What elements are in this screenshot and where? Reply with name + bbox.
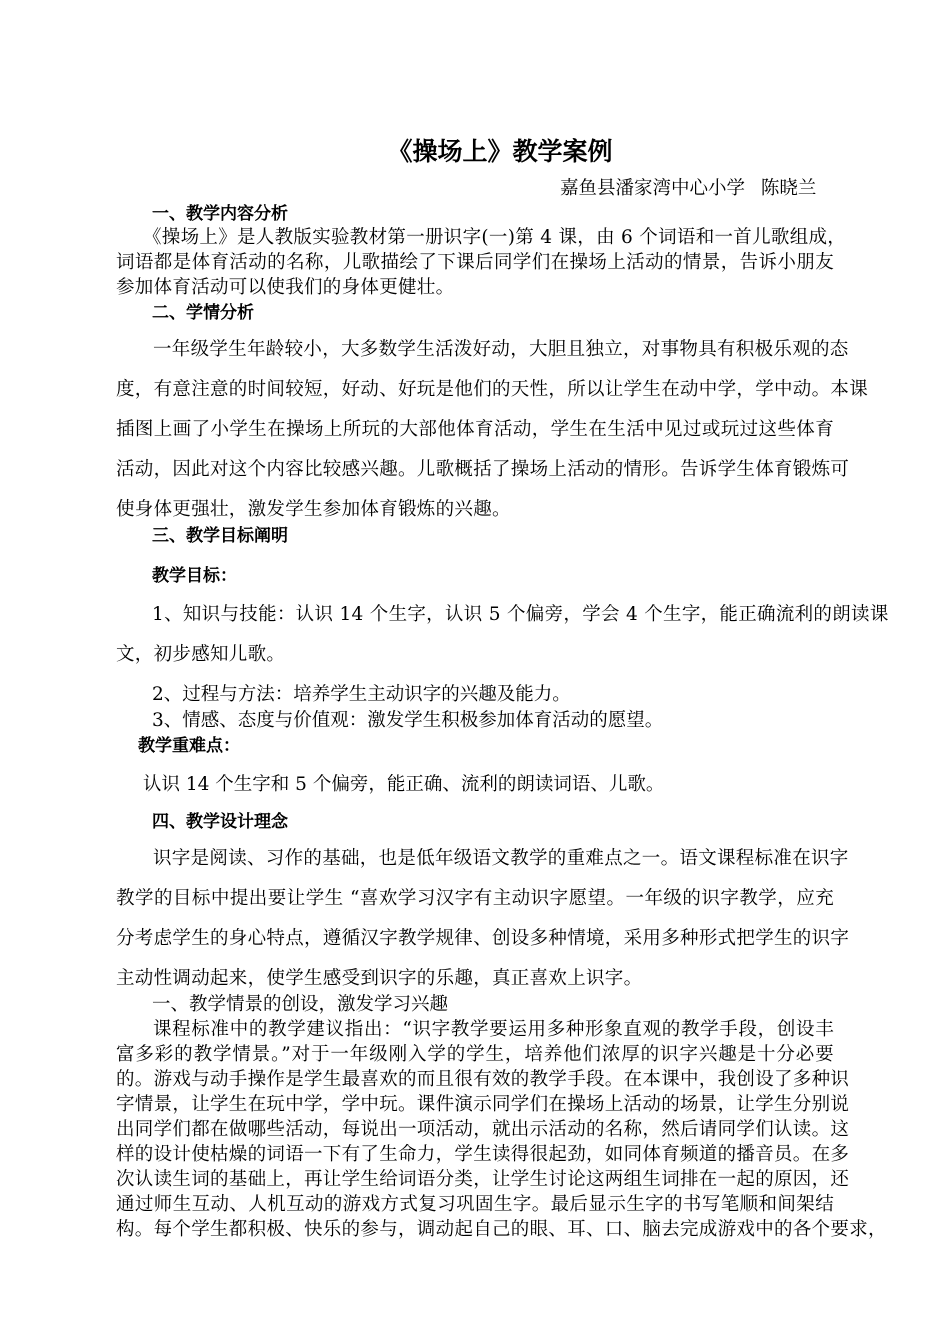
key-difficulties-text: 认识 14 个生字和 5 个偏旁，能正确、流利的朗读词语、儿歌。: [143, 774, 665, 795]
teaching-goals-label: 教学目标：: [152, 566, 237, 586]
section-1-line: 参加体育活动可以使我们的身体更健壮。: [116, 277, 455, 298]
section-2-line: 一年级学生年龄较小，大多数学生活泼好动，大胆且独立，对事物具有积极乐观的态: [153, 339, 849, 360]
section-4-line: 分考虑学生的身心特点，遵循汉字教学规律、创设多种情境，采用多种形式把学生的识字: [116, 928, 850, 949]
section-2-line: 活动，因此对这个内容比较感兴趣。儿歌概括了操场上活动的情形。告诉学生体育锻炼可: [116, 459, 850, 480]
goal-1-line: 1、知识与技能：认识 14 个生字，认识 5 个偏旁，学会 4 个生字，能正确流利的朗读课: [152, 604, 889, 625]
section-4-line: 主动性调动起来，使学生感受到识字的乐趣，真正喜欢上识字。: [116, 968, 643, 989]
section-2-line: 度，有意注意的时间较短，好动、好玩是他们的天性，所以让学生在动中学，学中动。本课: [116, 379, 869, 400]
section-2-line: 插图上画了小学生在操场上所玩的大部他体育活动，学生在生活中见过或玩过这些体育: [116, 419, 834, 440]
key-difficulties-label: 教学重难点：: [138, 736, 240, 756]
scene-line: 构。每个学生都积极、快乐的参与，调动起自己的眼、耳、口、脑去完成游戏中的各个要求，: [116, 1219, 887, 1240]
scene-line: 课程标准中的教学建议指出：“识字教学要运用多种形象直观的教学手段，创设丰: [153, 1019, 834, 1040]
author-line: 嘉鱼县潘家湾中心小学 陈晓兰: [560, 178, 817, 199]
section-1-line: 词语都是体育活动的名称，儿歌描绘了下课后同学们在操场上活动的情景，告诉小朋友: [116, 252, 834, 273]
section-4-line: 识字是阅读、习作的基础，也是低年级语文教学的重难点之一。语文课程标准在识字: [153, 848, 849, 869]
scene-line: 通过师生互动、人机互动的游戏方式复习巩固生字。最后显示生字的书写笔顺和间架结: [116, 1194, 834, 1215]
subheading-teaching-scene: 一、教学情景的创设，激发学习兴趣: [152, 994, 449, 1015]
section-2-heading: 二、学情分析: [152, 303, 254, 323]
scene-line: 字情景，让学生在玩中学，学中玩。课件演示同学们在操场上活动的场景，让学生分别说: [116, 1094, 850, 1115]
scene-line: 样的设计使枯燥的词语一下有了生命力，学生读得很起劲，如同体育频道的播音员。在多: [116, 1144, 850, 1165]
document-title: 《操场上》教学案例: [387, 137, 613, 166]
scene-line: 出同学们都在做哪些活动，每说出一项活动，就出示活动的名称，然后请同学们认读。这: [116, 1119, 850, 1140]
scene-line: 富多彩的教学情景。”对于一年级刚入学的学生，培养他们浓厚的识字兴趣是十分必要: [116, 1044, 834, 1065]
section-1-heading: 一、教学内容分析: [152, 204, 288, 224]
scene-line: 的。游戏与动手操作是学生最喜欢的而且很有效的教学手段。在本课中，我创设了多种识: [116, 1069, 850, 1090]
section-4-line: 教学的目标中提出要让学生 “喜欢学习汉字有主动识字愿望。一年级的识字教学，应充: [116, 888, 834, 909]
section-4-heading: 四、教学设计理念: [152, 812, 288, 832]
section-1-line: 《操场上》是人教版实验教材第一册识字(一)第 4 课，由 6 个词语和一首儿歌组成，: [143, 227, 847, 248]
section-2-line: 使身体更强壮，激发学生参加体育锻炼的兴趣。: [116, 499, 511, 520]
scene-line: 次认读生词的基础上，再让学生给词语分类，让学生讨论这两组生词排在一起的原因，还: [116, 1169, 850, 1190]
section-3-heading: 三、教学目标阐明: [152, 526, 288, 546]
goal-1-line: 文，初步感知儿歌。: [116, 644, 286, 665]
goal-3: 3、情感、态度与价值观：激发学生积极参加体育活动的愿望。: [152, 710, 664, 731]
goal-2: 2、过程与方法：培养学生主动识字的兴趣及能力。: [152, 684, 571, 705]
